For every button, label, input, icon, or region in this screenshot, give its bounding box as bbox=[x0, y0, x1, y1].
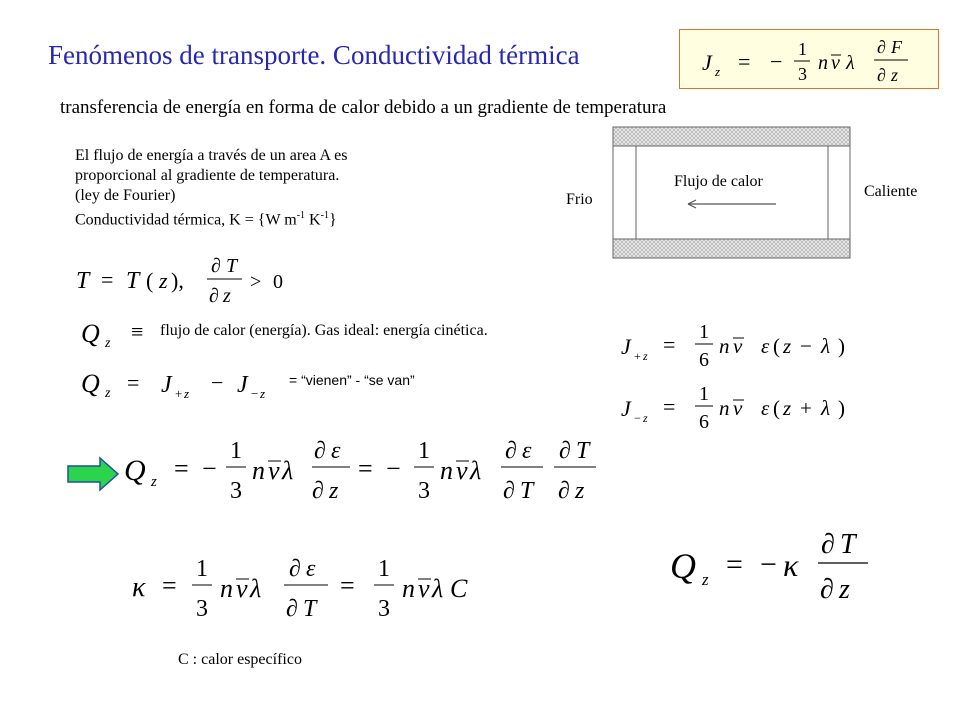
svg-text:): ) bbox=[838, 334, 845, 358]
svg-text:=: = bbox=[663, 332, 676, 357]
slide-title: Fenómenos de transporte. Conductividad térmica bbox=[48, 40, 580, 70]
directional-flux-equations bbox=[615, 310, 875, 445]
svg-text:ε: ε bbox=[331, 438, 341, 464]
svg-text:z: z bbox=[223, 285, 231, 307]
flux-balance-equation bbox=[75, 362, 285, 402]
svg-text:(: ( bbox=[773, 396, 780, 420]
svg-text:λ: λ bbox=[432, 574, 444, 603]
svg-text:∂: ∂ bbox=[286, 596, 298, 622]
svg-text:1: 1 bbox=[378, 556, 390, 582]
svg-text:Q: Q bbox=[81, 319, 100, 348]
svg-text:>: > bbox=[250, 271, 262, 293]
fourier-line-1: El flujo de energía a través de un area A es bbox=[75, 147, 348, 164]
fourier-line-3: (ley de Fourier) bbox=[75, 187, 176, 204]
svg-text:z: z bbox=[783, 396, 792, 420]
svg-text:λ: λ bbox=[846, 52, 855, 74]
svg-text:=: = bbox=[663, 394, 676, 419]
fourier-line-2: proporcional al gradiente de temperatura. bbox=[75, 167, 340, 184]
svg-text:z: z bbox=[643, 349, 648, 363]
svg-text:ε: ε bbox=[761, 396, 770, 420]
svg-text:(: ( bbox=[146, 268, 154, 293]
svg-text:n: n bbox=[402, 574, 415, 603]
svg-text:T: T bbox=[76, 268, 90, 294]
flux-formula bbox=[680, 30, 940, 90]
svg-text:n: n bbox=[818, 52, 828, 74]
svg-text:T: T bbox=[303, 596, 317, 622]
svg-text:+: + bbox=[175, 386, 183, 401]
svg-text:z: z bbox=[783, 334, 792, 358]
fourier-law-text bbox=[75, 146, 347, 230]
svg-text:v: v bbox=[733, 396, 743, 420]
svg-text:∂: ∂ bbox=[503, 478, 515, 504]
conductivity-units bbox=[75, 206, 347, 230]
svg-text:=: = bbox=[101, 267, 114, 292]
svg-text:J: J bbox=[237, 372, 248, 398]
svg-text:∂: ∂ bbox=[820, 574, 834, 605]
conductivity-exponent-1: -1 bbox=[296, 210, 306, 221]
svg-text:1: 1 bbox=[196, 556, 208, 582]
svg-text:z: z bbox=[891, 65, 899, 85]
svg-text:∂: ∂ bbox=[211, 255, 221, 277]
svg-text:3: 3 bbox=[196, 596, 208, 622]
svg-text:3: 3 bbox=[798, 64, 807, 84]
svg-text:3: 3 bbox=[230, 478, 242, 504]
right-arrow-icon bbox=[66, 456, 122, 492]
svg-text:−: − bbox=[760, 548, 777, 581]
svg-text:z: z bbox=[151, 474, 157, 490]
svg-text:z: z bbox=[702, 570, 709, 589]
svg-text:z: z bbox=[105, 336, 111, 351]
svg-text:λ: λ bbox=[470, 456, 482, 485]
svg-text:≡: ≡ bbox=[131, 319, 144, 344]
svg-text:z: z bbox=[839, 574, 850, 605]
svg-text:z: z bbox=[159, 268, 168, 293]
svg-text:∂: ∂ bbox=[314, 438, 326, 464]
svg-text:κ: κ bbox=[132, 572, 146, 603]
slide-subtitle: transferencia de energía en forma de calor debido a un gradiente de temperatura bbox=[60, 97, 667, 118]
diagram-frame bbox=[613, 127, 850, 258]
svg-text:ε: ε bbox=[761, 334, 770, 358]
svg-text:v: v bbox=[456, 456, 468, 485]
vienen-se-van-text: = “vienen” - “se van” bbox=[289, 372, 415, 388]
svg-text:−: − bbox=[770, 49, 783, 74]
conductivity-mid: K bbox=[305, 211, 321, 229]
svg-text:z: z bbox=[715, 64, 721, 79]
hot-label: Caliente bbox=[864, 183, 918, 200]
conductivity-exponent-2: -1 bbox=[320, 210, 329, 221]
svg-text:Q: Q bbox=[124, 454, 146, 487]
svg-text:(: ( bbox=[773, 334, 780, 358]
svg-text:F: F bbox=[891, 37, 902, 57]
svg-text:∂: ∂ bbox=[877, 65, 886, 85]
svg-text:1: 1 bbox=[418, 438, 430, 464]
svg-text:∂: ∂ bbox=[209, 285, 219, 307]
svg-text:+: + bbox=[634, 349, 641, 363]
heat-flux-symbol bbox=[75, 312, 165, 352]
svg-text:n: n bbox=[220, 574, 233, 603]
flux-formula-box bbox=[679, 29, 939, 89]
svg-text:J: J bbox=[161, 372, 172, 398]
svg-text:+: + bbox=[800, 396, 812, 420]
svg-text:n: n bbox=[719, 334, 730, 358]
svg-text:λ: λ bbox=[250, 574, 262, 603]
svg-text:=: = bbox=[358, 454, 373, 483]
svg-text:∂: ∂ bbox=[559, 438, 571, 464]
svg-text:J: J bbox=[621, 396, 631, 421]
temperature-gradient-equation bbox=[70, 250, 300, 310]
svg-text:z: z bbox=[105, 386, 111, 401]
svg-text:T: T bbox=[840, 529, 856, 560]
svg-text:∂: ∂ bbox=[289, 556, 301, 582]
svg-text:v: v bbox=[236, 574, 248, 603]
svg-text:Q: Q bbox=[670, 546, 696, 586]
svg-text:z: z bbox=[575, 478, 585, 504]
svg-text:z: z bbox=[184, 386, 190, 401]
svg-text:∂: ∂ bbox=[312, 478, 324, 504]
svg-text:v: v bbox=[733, 334, 743, 358]
heat-flux-derivation bbox=[118, 430, 618, 510]
top-wall bbox=[613, 127, 850, 146]
svg-text:=: = bbox=[162, 571, 177, 600]
svg-text:∂: ∂ bbox=[821, 529, 835, 560]
svg-text:z: z bbox=[260, 386, 266, 401]
svg-text:C: C bbox=[450, 574, 468, 603]
svg-text:v: v bbox=[831, 52, 840, 74]
cold-label: Frio bbox=[566, 191, 593, 208]
fourier-law-equation bbox=[668, 520, 888, 610]
heat-flux-definition: flujo de calor (energía). Gas ideal: energía cinética. bbox=[160, 322, 488, 339]
svg-text:κ: κ bbox=[783, 547, 799, 583]
svg-text:T: T bbox=[520, 478, 534, 504]
conductivity-end: } bbox=[328, 211, 337, 229]
svg-text:λ: λ bbox=[282, 456, 294, 485]
svg-text:T: T bbox=[126, 268, 140, 294]
svg-text:z: z bbox=[643, 411, 648, 425]
svg-text:−: − bbox=[800, 334, 812, 358]
conductivity-equation bbox=[128, 548, 488, 628]
heat-flow-diagram bbox=[600, 120, 860, 270]
svg-text:0: 0 bbox=[273, 271, 283, 293]
svg-text:v: v bbox=[268, 456, 280, 485]
svg-text:n: n bbox=[719, 396, 730, 420]
svg-text:ε: ε bbox=[522, 438, 532, 464]
svg-text:z: z bbox=[329, 478, 339, 504]
svg-text:Q: Q bbox=[81, 369, 100, 398]
svg-text:−: − bbox=[202, 454, 217, 483]
svg-text:J: J bbox=[621, 334, 631, 359]
svg-text:T: T bbox=[576, 438, 590, 464]
svg-text:∂: ∂ bbox=[505, 438, 517, 464]
svg-text:1: 1 bbox=[699, 321, 709, 343]
bottom-wall bbox=[613, 239, 850, 258]
svg-text:−: − bbox=[634, 411, 641, 425]
svg-text:): ) bbox=[838, 396, 845, 420]
svg-text:),: ), bbox=[171, 268, 184, 293]
svg-text:1: 1 bbox=[230, 438, 242, 464]
svg-text:3: 3 bbox=[418, 478, 430, 504]
svg-text:λ: λ bbox=[821, 396, 831, 420]
svg-text:n: n bbox=[252, 456, 265, 485]
svg-text:T: T bbox=[226, 255, 238, 277]
svg-text:−: − bbox=[251, 386, 259, 401]
svg-text:J: J bbox=[702, 50, 712, 75]
svg-text:3: 3 bbox=[378, 596, 390, 622]
svg-text:−: − bbox=[386, 454, 401, 483]
svg-text:=: = bbox=[174, 454, 189, 483]
svg-text:=: = bbox=[127, 370, 140, 395]
svg-text:1: 1 bbox=[699, 383, 709, 405]
svg-text:−: − bbox=[211, 370, 224, 395]
svg-text:v: v bbox=[418, 574, 430, 603]
svg-text:=: = bbox=[340, 571, 355, 600]
svg-text:6: 6 bbox=[699, 411, 709, 433]
specific-heat-note: C : calor específico bbox=[178, 651, 302, 668]
svg-text:=: = bbox=[738, 49, 751, 74]
svg-text:1: 1 bbox=[798, 39, 807, 59]
flow-label: Flujo de calor bbox=[674, 173, 763, 190]
svg-text:∂: ∂ bbox=[877, 37, 886, 57]
svg-text:ε: ε bbox=[306, 556, 316, 582]
svg-text:λ: λ bbox=[821, 334, 831, 358]
svg-text:6: 6 bbox=[699, 349, 709, 371]
svg-text:=: = bbox=[726, 548, 743, 581]
svg-text:∂: ∂ bbox=[558, 478, 570, 504]
conductivity-label: Conductividad térmica, K = {W m bbox=[75, 211, 297, 229]
svg-text:n: n bbox=[440, 456, 453, 485]
